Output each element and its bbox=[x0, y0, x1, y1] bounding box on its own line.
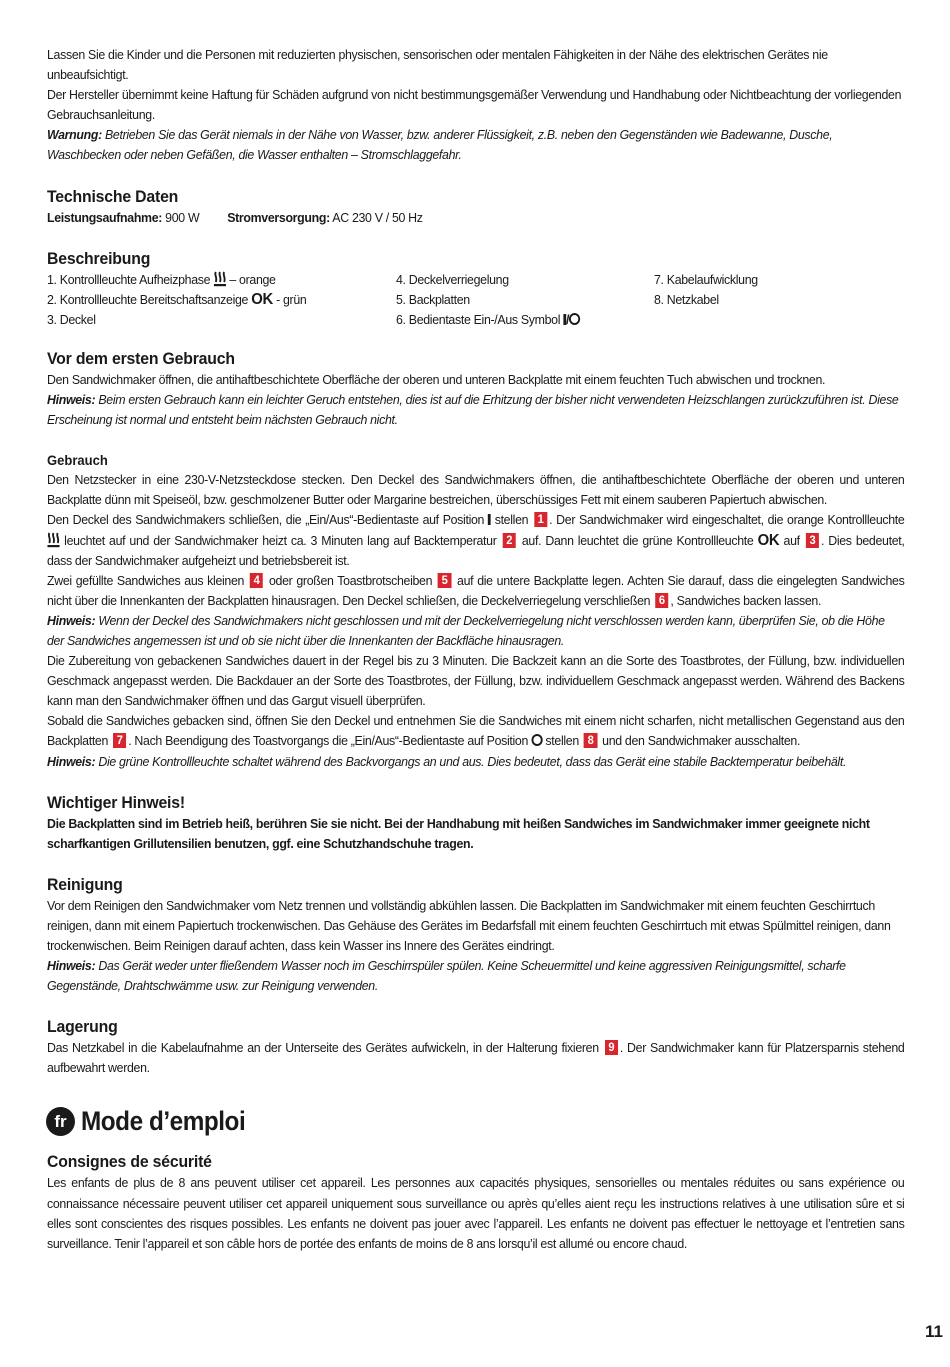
power-value: 900 W bbox=[162, 209, 200, 225]
ok-symbol: OK bbox=[757, 531, 780, 549]
use-heading: Gebrauch bbox=[47, 452, 108, 469]
use-paragraph-4: Die Zubereitung von gebackenen Sandwiches dauert in der Regel bis zu 3 Minuten. Die Backzeit kann an die Sorte des Toastbrotes, der Füllung, bzw. individuellen Geschmack angepasst werden. Die Backdauer an der Sorte des Toastbrotes, der Füllung, bzw. individuellem Geschmack angepasst werden. Während des Backens kann man den Sandwichmaker öffnen und das Gargut visuell überprüfen. bbox=[47, 653, 905, 709]
figure-badge-8: 8 bbox=[584, 733, 597, 748]
figure-badge-5: 5 bbox=[438, 573, 451, 588]
description-item-8: 8. Netzkabel bbox=[654, 291, 720, 307]
intro-paragraph-1: Lassen Sie die Kinder und die Personen mit reduzierten physischen, sensorischen oder mentalen Fähigkeiten in der Nähe des elektrischen Gerätes nie unbeaufsichtigt. bbox=[47, 47, 828, 83]
important-heading: Wichtiger Hinweis! bbox=[47, 792, 185, 812]
description-col-1 bbox=[47, 270, 396, 330]
figure-badge-6: 6 bbox=[655, 593, 668, 608]
cleaning-heading: Reinigung bbox=[47, 874, 123, 894]
cleaning-text: Vor dem Reinigen den Sandwichmaker vom Netz trennen und vollständig abkühlen lassen. Die Backplatten im Sandwichmaker mit einem feuchten Geschirrtuch reinigen, dann mit einem Papiertuch trockenwischen. Das Gehäuse des Gerätes im Bedarfsfall mit einem feuchten Geschirrtuch mit etwas Spülmittel reinigen, dann trockenwischen. Beim Reinigen darauf achten, dass kein Wasser ins Innere des Gerätes eindringt. bbox=[47, 897, 891, 953]
tech-data-heading: Technische Daten bbox=[47, 186, 179, 206]
description-item-4: 4. Deckelverriegelung bbox=[395, 271, 509, 287]
storage-text: Das Netzkabel in die Kabelaufnahme an der Unterseite des Gerätes aufwickeln, in der Halterung fixieren 9 . Der Sandwichmaker kann für Platzersparnis stehend aufbewahrt werden. bbox=[47, 1040, 905, 1076]
heat-icon bbox=[47, 532, 60, 548]
warning-label: Warnung: bbox=[47, 127, 102, 143]
description-item-2: 2. Kontrollleuchte Bereitschaftsanzeige OK - grün bbox=[47, 290, 307, 308]
intro-paragraph-2: Der Hersteller übernimmt keine Haftung für Schäden aufgrund von nicht bestimmungsgemäßer Verwendung und Handhabung oder Nichtbeachtung der vorliegenden Gebrauchsanleitung. bbox=[47, 87, 902, 123]
supply-label: Stromversorgung: bbox=[227, 209, 330, 225]
manual-page bbox=[47, 45, 904, 1254]
use-hint-1: Hinweis: Wenn der Deckel des Sandwichmakers nicht geschlossen und mit der Deckelverriegelung nicht verschlossen werden kann, überprüfen Sie, ob die Höhe der Sandwiches angemessen ist und ob sie nicht über die Innenkanten der Backfläche hinausragen. bbox=[47, 612, 885, 648]
first-use-heading: Vor dem ersten Gebrauch bbox=[47, 348, 235, 368]
description-list bbox=[47, 270, 904, 330]
description-item-7: 7. Kabelaufwicklung bbox=[654, 271, 759, 287]
ok-symbol: OK bbox=[251, 290, 273, 308]
power-label: Leistungsaufnahme: bbox=[47, 209, 163, 225]
figure-badge-4: 4 bbox=[250, 573, 263, 588]
safety-text-fr: Les enfants de plus de 8 ans peuvent utiliser cet appareil. Les personnes aux capacités physiques, sensorielles ou mentales réduites ou sans expérience ou connaissance nécessaire peuvent utiliser cet appareil uniquement sous surveillance ou après qu’elles aient reçu les instructions relatives à une utilisation sûre et si elles sont conscientes des risques possibles. Les enfants ne doivent pas jouer avec l’appareil. Les enfants ne doivent pas effectuer le nettoyage et l’entretien sans surveillance. Tenir l’appareil et son câble hors de portée des enfants de moins de 8 ans lorsqu’il est allumé ou encore chaud. bbox=[47, 1175, 905, 1251]
supply-value: AC 230 V / 50 Hz bbox=[329, 209, 423, 225]
figure-badge-2: 2 bbox=[503, 533, 516, 548]
french-manual-heading: Mode d’emploi bbox=[81, 1106, 246, 1137]
off-symbol-icon bbox=[569, 313, 580, 325]
tech-data-line bbox=[47, 208, 904, 228]
figure-badge-3: 3 bbox=[806, 533, 819, 548]
figure-badge-1: 1 bbox=[534, 512, 547, 527]
description-heading: Beschreibung bbox=[47, 248, 151, 268]
first-use-text: Den Sandwichmaker öffnen, die antihaftbeschichtete Oberfläche der oberen und unteren Backplatte mit einem feuchten Tuch abwischen und trocknen. bbox=[47, 371, 826, 387]
off-symbol-icon bbox=[531, 734, 542, 746]
description-item-1: 1. Kontrollleuchte Aufheizphase – orange bbox=[47, 271, 276, 287]
description-item-3: 3. Deckel bbox=[47, 311, 96, 327]
warning-text: Betrieben Sie das Gerät niemals in der Nähe von Wasser, bzw. anderer Flüssigkeit, z.B. neben den Gegenständen wie Badewanne, Dusche, Waschbecken oder neben Gefäßen, die Wasser enthalten – Stromschlaggefahr. bbox=[47, 127, 833, 163]
description-item-5: 5. Backplatten bbox=[395, 291, 470, 307]
use-paragraph-2: Den Deckel des Sandwichmakers schließen, die „Ein/Aus“-Bedientaste auf Position stellen 1 . Der Sandwichmaker wird eingeschaltet, die orange Kontrollleuchte leuchtet auf und der Sandwichmaker heizt ca. 3 Minuten lang auf Backtemperatur 2 auf. Dann leuchtet die grüne Kontrollleuchte OK auf 3 . Dies bedeutet, dass der Sandwichmaker aufgeheizt und betriebsbereit ist. bbox=[47, 512, 905, 568]
cleaning-hint: Hinweis: Das Gerät weder unter fließendem Wasser noch im Geschirrspüler spülen. Keine Scheuermittel und keine aggressiven Reinigungsmittel, scharfe Gegenstände, Drahtschwämme usw. zur Reinigung verwenden. bbox=[47, 958, 846, 994]
french-section-title bbox=[46, 1106, 904, 1137]
hint-label: Hinweis: bbox=[47, 392, 96, 408]
warning-paragraph bbox=[47, 125, 904, 165]
first-use-hint: Hinweis: Beim ersten Gebrauch kann ein leichter Geruch entstehen, dies ist auf die Erhitzung der bisher nicht verwendeten Heizschlangen zurückzuführen ist. Diese Erscheinung ist normal und entsteht beim nächsten Gebrauch nicht. bbox=[47, 392, 899, 428]
description-col-2 bbox=[396, 270, 655, 330]
safety-heading-fr: Consignes de sécurité bbox=[47, 1152, 212, 1172]
figure-badge-7: 7 bbox=[113, 733, 126, 748]
language-badge-fr: fr bbox=[46, 1107, 75, 1136]
use-paragraph-1: Den Netzstecker in eine 230-V-Netzsteckdose stecken. Den Deckel des Sandwichmakers öffnen, die antihaftbeschichtete Oberfläche der oberen und unteren Backplatte dünn mit Speiseöl, bzw. geschmolzener Butter oder Margarine bestreichen, überschüssiges Fett mit einem sauberen Papiertuch abwischen. bbox=[47, 472, 905, 508]
use-hint-2: Hinweis: Die grüne Kontrollleuchte schaltet während des Backvorgangs an und aus. Dies bedeutet, dass das Gerät eine stabile Backtemperatur beibehält. bbox=[47, 753, 847, 769]
description-item-6: 6. Bedientaste Ein-/Aus Symbol / bbox=[396, 310, 637, 330]
description-col-3 bbox=[654, 270, 904, 330]
use-paragraph-3: Zwei gefüllte Sandwiches aus kleinen 4 oder großen Toastbrotscheiben 5 auf die untere Backplatte legen. Achten Sie darauf, dass die eingelegten Sandwiches nicht über die Innenkanten der Backplatten hinausragen. Den Deckel schließen, die Deckelverriegelung verschließen 6 , Sandwiches backen lassen. bbox=[47, 572, 905, 608]
important-text: Die Backplatten sind im Betrieb heiß, berühren Sie sie nicht. Bei der Handhabung mit heißen Sandwiches im Sandwichmaker immer geeignete nicht scharfkantigen Grillutensilien benutzen, ggf. eine Schutzhandschuhe tragen. bbox=[47, 815, 870, 851]
storage-heading: Lagerung bbox=[47, 1017, 118, 1037]
heat-icon bbox=[213, 271, 226, 287]
page-number: 11 bbox=[925, 1322, 943, 1341]
use-paragraph-5: Sobald die Sandwiches gebacken sind, öffnen Sie den Deckel und entnehmen Sie die Sandwiches mit einem nicht scharfen, nicht metallischen Gegenstand aus den Backplatten 7 . Nach Beendigung des Toastvorgangs die „Ein/Aus“-Bedientaste auf Position stellen 8 und den Sandwichmaker ausschalten. bbox=[47, 713, 905, 749]
figure-badge-9: 9 bbox=[605, 1040, 618, 1055]
